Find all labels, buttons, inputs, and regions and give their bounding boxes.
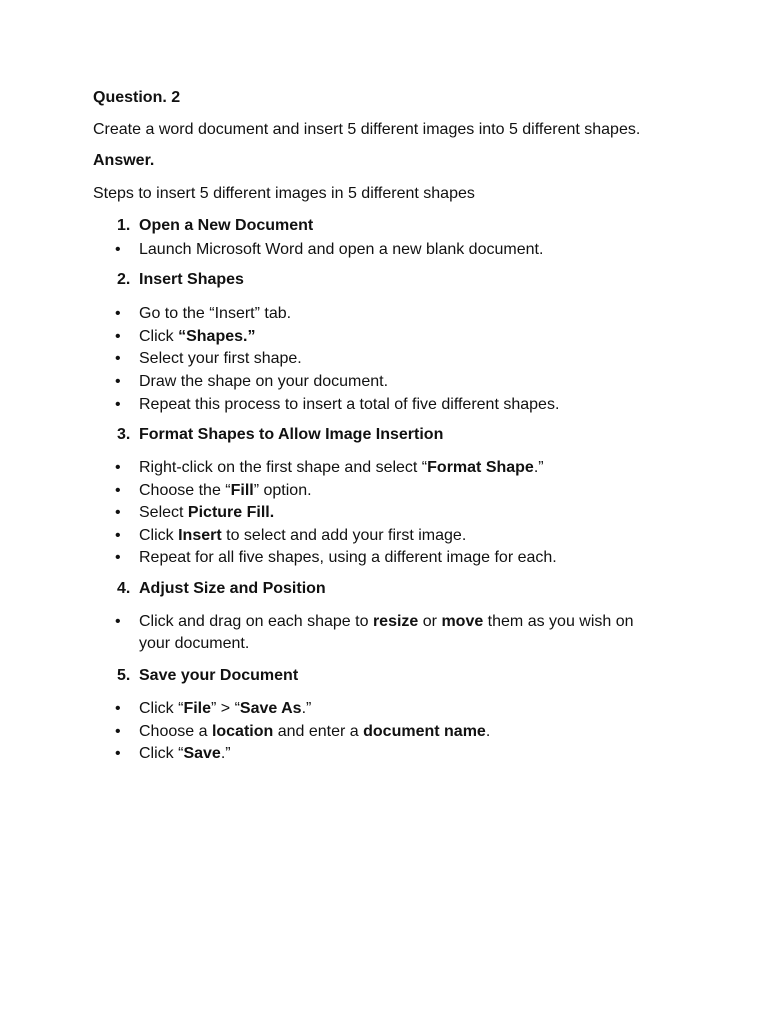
bold-text-run: Picture Fill. xyxy=(187,504,275,521)
bullet-icon: • xyxy=(115,305,121,322)
list-item-text xyxy=(139,394,559,416)
step-title: Insert Shapes xyxy=(139,271,244,288)
text-run: Right-click on the first shape and select “ xyxy=(139,459,428,476)
bullet-icon: • xyxy=(115,527,121,544)
text-run: ” > “ xyxy=(211,700,240,717)
text-run: .” xyxy=(301,700,312,717)
text-run: .” xyxy=(220,745,231,762)
bold-text-run: location xyxy=(211,723,274,740)
bullet-icon: • xyxy=(115,396,121,413)
step-number: 5. xyxy=(117,667,131,684)
list-item-text xyxy=(139,547,557,569)
step-number: 4. xyxy=(117,580,131,597)
text-run: Choose a xyxy=(139,723,212,740)
list-item-text xyxy=(139,348,302,370)
text-run: and enter a xyxy=(273,723,364,740)
text-run: Click xyxy=(139,527,179,544)
text-run: them as you wish on your document. xyxy=(139,613,634,652)
bold-text-run: document name xyxy=(363,723,486,740)
text-run: .” xyxy=(533,459,544,476)
bullet-icon: • xyxy=(115,482,121,499)
bold-text-run: File xyxy=(183,700,211,717)
step-title: Adjust Size and Position xyxy=(139,580,326,597)
bold-text-run: move xyxy=(441,613,484,630)
text-run: Click “ xyxy=(139,745,184,762)
text-run: to select and add your first image. xyxy=(221,527,467,544)
bullet-icon: • xyxy=(115,504,121,521)
list-item-text xyxy=(139,721,490,743)
bold-text-run: Format Shape xyxy=(427,459,534,476)
list-item-text xyxy=(139,698,311,720)
list-item-text xyxy=(139,525,466,547)
bullet-icon: • xyxy=(115,613,121,630)
bold-text-run: resize xyxy=(372,613,419,630)
bullet-icon: • xyxy=(115,549,121,566)
text-run: Launch Microsoft Word and open a new blank document. xyxy=(139,241,544,258)
step-number: 2. xyxy=(117,271,131,288)
bold-text-run: Fill xyxy=(230,482,254,499)
list-item-text xyxy=(139,326,255,348)
step-heading xyxy=(117,270,244,290)
step-title: Open a New Document xyxy=(139,217,314,234)
text-run: . xyxy=(485,723,491,740)
step-title: Format Shapes to Allow Image Insertion xyxy=(139,426,444,443)
step-heading xyxy=(117,666,298,686)
step-heading xyxy=(117,425,443,445)
text-run: Click and drag on each shape to xyxy=(139,613,373,630)
step-heading xyxy=(117,216,313,236)
text-run: Click “ xyxy=(139,700,184,717)
text-run: Select your first shape. xyxy=(139,350,302,367)
bold-text-run: “Shapes.” xyxy=(178,328,256,345)
list-item-text xyxy=(139,371,388,393)
bullet-icon: • xyxy=(115,241,121,258)
list-item-text xyxy=(139,480,312,502)
bold-text-run: Save As xyxy=(239,700,302,717)
text-run: or xyxy=(418,613,442,630)
text-run: Select xyxy=(139,504,188,521)
bullet-icon: • xyxy=(115,459,121,476)
text-run: Click xyxy=(139,328,179,345)
bullet-icon: • xyxy=(115,723,121,740)
step-number: 1. xyxy=(117,217,131,234)
list-item-text xyxy=(139,502,274,524)
step-heading xyxy=(117,579,326,599)
list-item-text xyxy=(139,239,543,261)
bullet-icon: • xyxy=(115,745,121,762)
text-run: Repeat for all five shapes, using a different image for each. xyxy=(139,549,557,566)
text-run: Go to the “Insert” tab. xyxy=(139,305,292,322)
bold-text-run: Insert xyxy=(178,527,222,544)
text-run: Draw the shape on your document. xyxy=(139,373,389,390)
list-item-text xyxy=(139,743,231,765)
list-item-text xyxy=(139,303,291,325)
list-item-text xyxy=(139,457,544,479)
text-run: Choose the “ xyxy=(139,482,231,499)
answer-label: Answer. xyxy=(93,152,155,169)
list-item-text xyxy=(139,611,669,655)
bold-text-run: Save xyxy=(183,745,221,762)
question-text: Create a word document and insert 5 different images into 5 different shapes. xyxy=(93,121,641,138)
question-label: Question. 2 xyxy=(93,89,181,106)
text-run: ” option. xyxy=(253,482,312,499)
bullet-icon: • xyxy=(115,350,121,367)
step-number: 3. xyxy=(117,426,131,443)
intro-text: Steps to insert 5 different images in 5 different shapes xyxy=(93,185,475,202)
text-run: Repeat this process to insert a total of five different shapes. xyxy=(139,396,560,413)
bullet-icon: • xyxy=(115,373,121,390)
bullet-icon: • xyxy=(115,700,121,717)
step-title: Save your Document xyxy=(139,667,299,684)
bullet-icon: • xyxy=(115,328,121,345)
